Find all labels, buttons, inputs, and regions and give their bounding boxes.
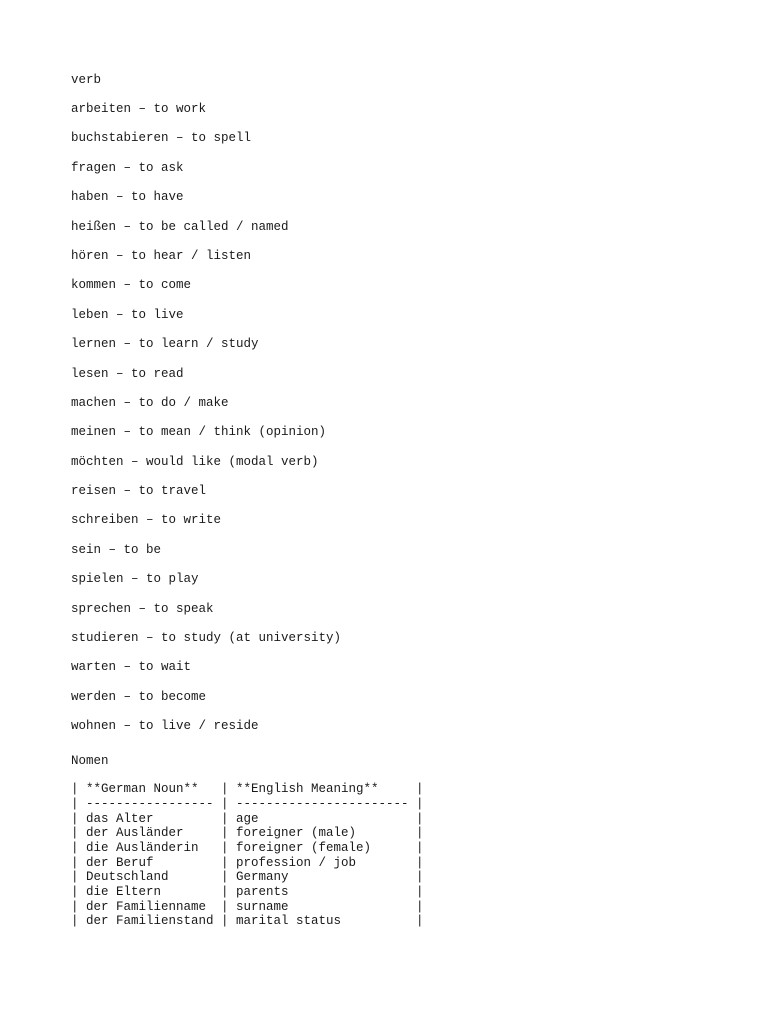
verb-item: kommen – to come [71,278,192,293]
verb-item: lesen – to read [71,366,184,381]
verb-item: studieren – to study (at university) [71,631,342,646]
verb-list [71,101,731,734]
verb-item: spielen – to play [71,572,199,587]
table-row: | Deutschland | Germany | [71,870,424,885]
table-header-row: | **German Noun** | **English Meaning** | [71,782,424,797]
table-row: | der Familienname | surname | [71,899,424,914]
verb-item: wohnen – to live / reside [71,719,259,734]
verb-item: buchstabieren – to spell [71,131,252,146]
noun-table [71,782,731,929]
verb-item: sein – to be [71,542,162,557]
verb-item: warten – to wait [71,660,192,675]
table-row: | das Alter | age | [71,811,424,826]
verb-item: fragen – to ask [71,160,184,175]
verb-item: machen – to do / make [71,395,229,410]
verb-item: meinen – to mean / think (opinion) [71,425,327,440]
verb-item: haben – to have [71,190,184,205]
verb-item: werden – to become [71,689,207,704]
verb-item: möchten – would like (modal verb) [71,454,319,469]
noun-section [71,753,731,929]
verb-heading: verb [71,73,102,87]
table-row: | der Beruf | profession / job | [71,855,424,870]
document-page [71,72,731,929]
verb-item: heißen – to be called / named [71,219,289,234]
table-row: | der Ausländer | foreigner (male) | [71,826,424,841]
verb-item: reisen – to travel [71,484,207,499]
verb-item: hören – to hear / listen [71,248,252,263]
verb-section [71,72,731,734]
verb-item: arbeiten – to work [71,102,207,116]
verb-item: sprechen – to speak [71,601,214,616]
table-row: | der Familienstand | marital status | [71,914,424,929]
noun-heading: Nomen [71,754,109,769]
table-row: | die Eltern | parents | [71,885,424,900]
verb-item: lernen – to learn / study [71,337,259,352]
table-separator-row: | ----------------- | ----------------------- | [71,796,424,811]
verb-item: leben – to live [71,307,184,322]
table-row: | die Ausländerin | foreigner (female) | [71,840,424,855]
verb-item: schreiben – to write [71,513,222,528]
